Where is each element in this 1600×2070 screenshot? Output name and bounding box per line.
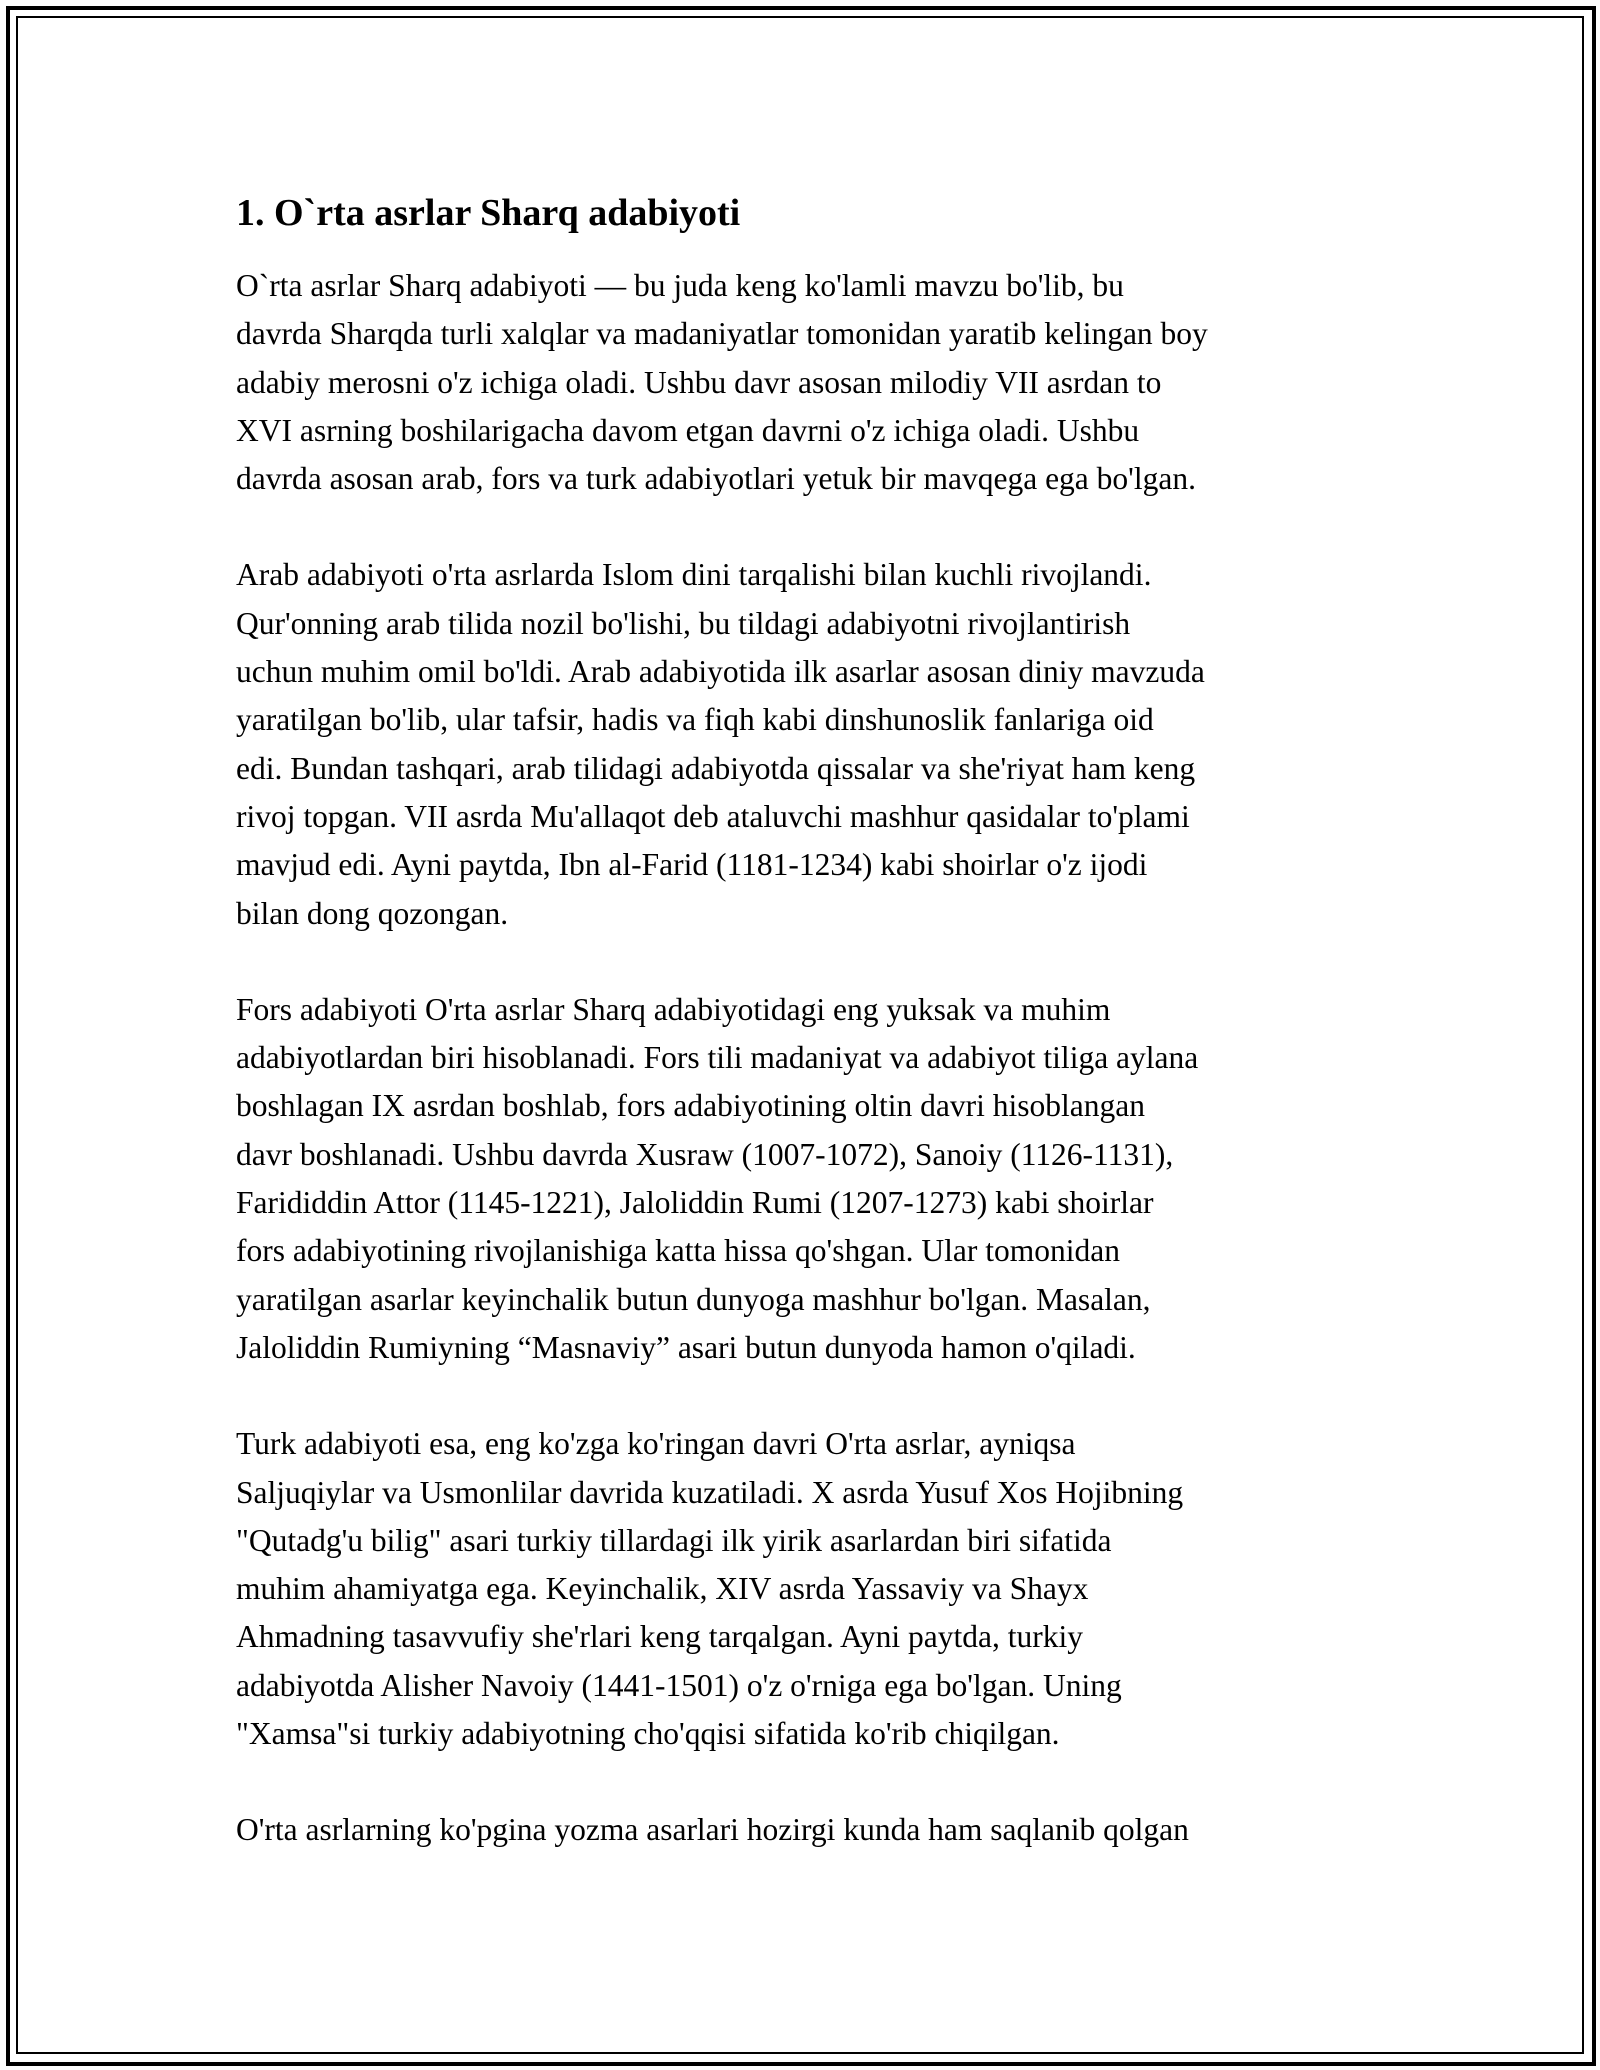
text-line: bilan dong qozongan. bbox=[236, 895, 509, 931]
text-line: adabiyotda Alisher Navoiy (1441-1501) o'z o'rniga ega bo'lgan. Uning bbox=[236, 1667, 1122, 1703]
text-line: davrda asosan arab, fors va turk adabiyotlari yetuk bir mavqega ega bo'lgan. bbox=[236, 461, 1196, 497]
text-line: Arab adabiyoti o'rta asrlarda Islom dini tarqalishi bilan kuchli rivojlandi. bbox=[236, 557, 1152, 593]
paragraph-arab-literature bbox=[236, 551, 1366, 937]
text-line: yaratilgan asarlar keyinchalik butun dunyoga mashhur bo'lgan. Masalan, bbox=[236, 1281, 1151, 1317]
text-line: Turk adabiyoti esa, eng ko'zga ko'ringan davri O'rta asrlar, ayniqsa bbox=[236, 1426, 1076, 1462]
text-line: Ahmadning tasavvufiy she'rlari keng tarqalgan. Ayni paytda, turkiy bbox=[236, 1619, 1083, 1655]
text-line: davrda Sharqda turli xalqlar va madaniyatlar tomonidan yaratib kelingan boy bbox=[236, 316, 1208, 352]
text-line: Qur'onning arab tilida nozil bo'lishi, bu tildagi adabiyotni rivojlantirish bbox=[236, 605, 1131, 641]
paragraph-conclusion bbox=[236, 1806, 1366, 1854]
text-line: fors adabiyotining rivojlanishiga katta hissa qo'shgan. Ular tomonidan bbox=[236, 1233, 1121, 1269]
section-heading: 1. O`rta asrlar Sharq adabiyoti bbox=[236, 192, 741, 234]
text-line: Farididdin Attor (1145-1221), Jaloliddin Rumi (1207-1273) kabi shoirlar bbox=[236, 1185, 1154, 1221]
text-line: O`rta asrlar Sharq adabiyoti — bu juda keng ko'lamli mavzu bo'lib, bu bbox=[236, 268, 1124, 303]
paragraph-persian-literature bbox=[236, 986, 1366, 1372]
paragraph-turkic-literature bbox=[236, 1420, 1366, 1758]
text-line: adabiyotlardan biri hisoblanadi. Fors tili madaniyat va adabiyot tiliga aylana bbox=[236, 1040, 1199, 1076]
text-line: "Xamsa"si turkiy adabiyotning cho'qqisi sifatida ko'rib chiqilgan. bbox=[236, 1716, 1060, 1752]
text-line: Fors adabiyoti O'rta asrlar Sharq adabiyotidagi eng yuksak va muhim bbox=[236, 991, 1111, 1027]
text-line: edi. Bundan tashqari, arab tilidagi adabiyotda qissalar va she'riyat ham keng bbox=[236, 750, 1196, 786]
text-line: yaratilgan bo'lib, ular tafsir, hadis va fiqh kabi dinshunoslik fanlariga oid bbox=[236, 702, 1154, 738]
text-line: Saljuqiylar va Usmonlilar davrida kuzatiladi. X asrda Yusuf Xos Hojibning bbox=[236, 1474, 1184, 1510]
document-body bbox=[236, 186, 1366, 1903]
text-line: uchun muhim omil bo'ldi. Arab adabiyotida ilk asarlar asosan diniy mavzuda bbox=[236, 654, 1205, 690]
text-line: boshlagan IX asrdan boshlab, fors adabiyotining oltin davri hisoblangan bbox=[236, 1088, 1145, 1124]
text-line: adabiy merosni o'z ichiga oladi. Ushbu davr asosan milodiy VII asrdan to bbox=[236, 364, 1162, 400]
text-line: XVI asrning boshilarigacha davom etgan davrni o'z ichiga oladi. Ushbu bbox=[236, 412, 1140, 448]
text-line: Jaloliddin Rumiyning “Masnaviy” asari butun dunyoda hamon o'qiladi. bbox=[236, 1329, 1136, 1365]
text-line: davr boshlanadi. Ushbu davrda Xusraw (1007-1072), Sanoiy (1126-1131), bbox=[236, 1136, 1174, 1172]
text-line: O'rta asrlarning ko'pgina yozma asarlari hozirgi kunda ham saqlanib qolgan bbox=[236, 1812, 1189, 1848]
text-line: "Qutadg'u bilig" asari turkiy tillardagi ilk yirik asarlardan biri sifatida bbox=[236, 1522, 1112, 1558]
paragraph-intro bbox=[236, 262, 1366, 503]
text-line: muhim ahamiyatga ega. Keyinchalik, XIV asrda Yassaviy va Shayx bbox=[236, 1571, 1089, 1607]
text-line: mavjud edi. Ayni paytda, Ibn al-Farid (1181-1234) kabi shoirlar o'z ijodi bbox=[236, 847, 1148, 883]
text-line: rivoj topgan. VII asrda Mu'allaqot deb ataluvchi mashhur qasidalar to'plami bbox=[236, 798, 1190, 834]
